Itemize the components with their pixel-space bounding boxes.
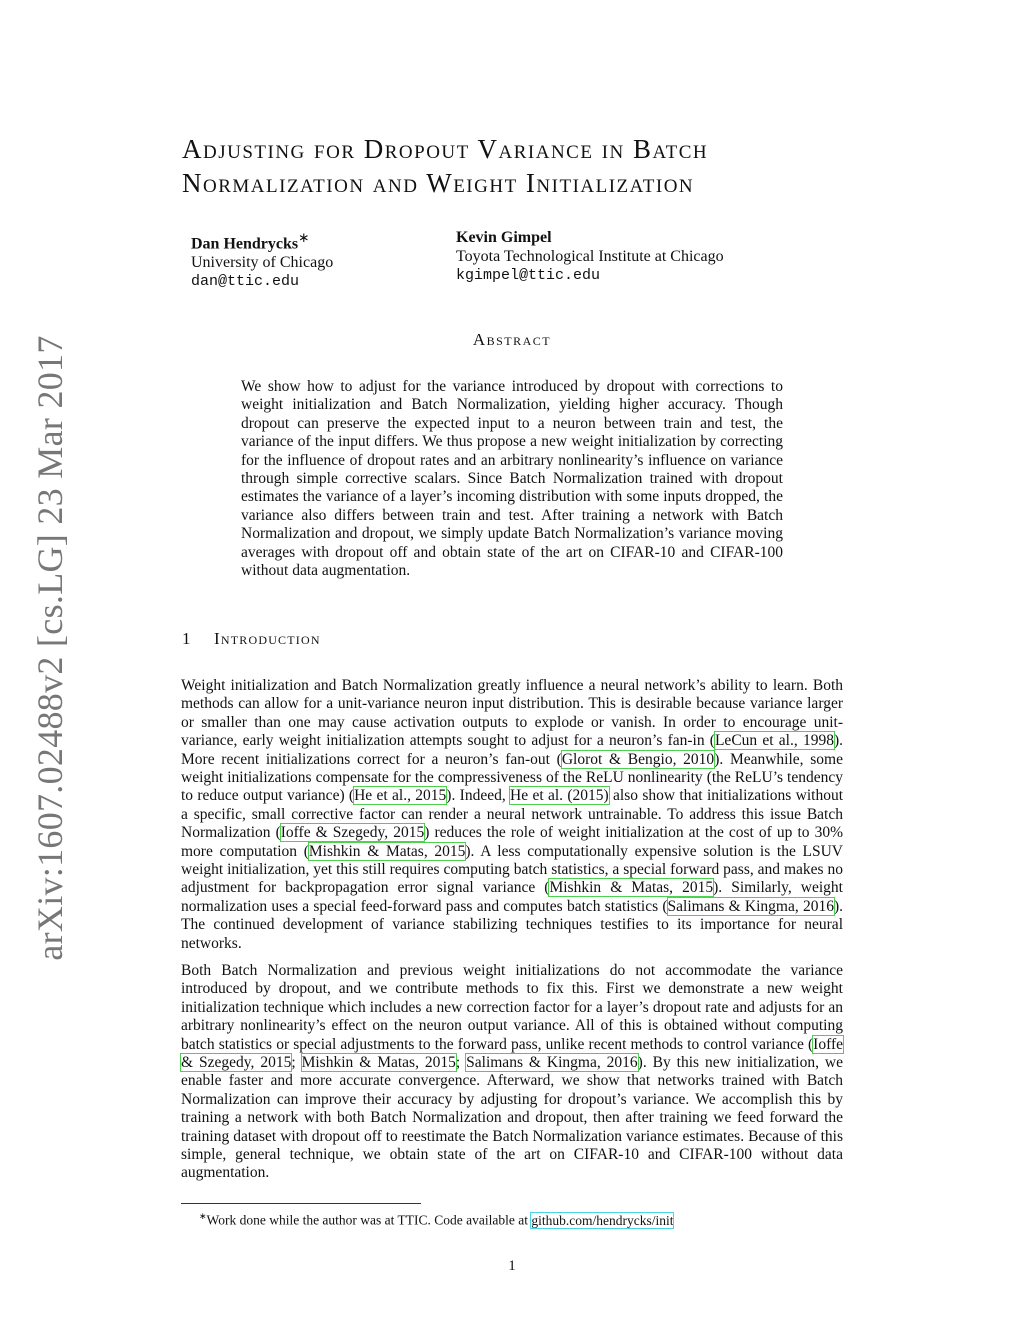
abstract-body: We show how to adjust for the variance introduced by dropout with corrections to weight initialization and Batch Normalization, yielding higher accuracy. Though dropout can preserve the expected input to a neuron between train and test, the variance of the input differs. We thus propose a new weight initialization by correcting for the influence of dropout rates and an arbitrary nonlinearity’s influence on variance through simple corrective scalars. Since Batch Normalization trained with dropout estimates the variance of a layer’s incoming distribution with some inputs dropped, the variance also differs between train and test. After training a network with Batch Normalization and dropout, we simply update Batch Normalization’s variance moving averages with dropout off and obtain state of the art on CIFAR-10 and CIFAR-100 without data augmentation. [241,378,783,580]
paragraph-text: ; [455,1054,467,1072]
author-email: dan@ttic.edu [191,273,300,291]
citation-link[interactable]: Salimans & Kingma, 2016 [466,1054,638,1072]
intro-paragraph-1 [181,677,843,953]
citation-link[interactable]: Mishkin & Matas, 2015 [308,842,466,860]
citation-link[interactable]: Salimans & Kingma, 2016 [667,897,834,915]
arxiv-stamp: arXiv:1607.02488v2 [cs.LG] 23 Mar 2017 [30,335,70,961]
author-name: Dan Hendrycks [191,235,299,253]
citation-link[interactable]: Glorot & Bengio, 2010 [561,750,715,768]
page-number: 1 [508,1258,516,1274]
title-line-2: Normalization and Weight Initialization [182,168,695,198]
intro-paragraph-2 [181,962,843,1183]
paragraph-text: Both Batch Normalization and previous weight initializations do not accommodate the variance introduced by dropout, and we contribute methods to fix this. First we demonstrate a new weight initialization technique which includes a new correction factor for a layer’s dropout rate and adjusts for an arbitrary nonlinearity’s effect on the neuron output variance. All of this is obtained without computing batch statistics or special adjustments to the forward pass, unlike recent methods to control variance ( [181,962,843,1053]
footnote-rule [181,1203,421,1204]
citation-link[interactable]: He et al., 2015 [354,787,447,805]
author-affiliation: University of Chicago [191,254,334,272]
author-email: kgimpel@ttic.edu [456,267,601,284]
paragraph-text: ). Similarly, weight normalization uses a special feed-forward pass and computes batch statistics ( [181,879,843,915]
citation-link[interactable]: Mishkin & Matas, 2015 [301,1054,456,1072]
author-name: Kevin Gimpel [456,229,552,246]
paragraph-text: ). More recent initializations correct for a neuron’s fan-out ( [181,732,843,768]
paragraph-text: ; [291,1054,302,1072]
paragraph-text: ). A less computationally expensive solution is the LSUV weight initialization, yet this still requires computing batch statistics, a special forward pass, and makes no adjustment for backpropagation error signal variance ( [181,842,843,897]
section-title: Introduction [214,629,321,648]
paragraph-text: Weight initialization and Batch Normalization greatly influence a neural network’s ability to learn. Both methods can allow for a unit-variance neuron input distribution. This is desirable because variance larger or smaller than one may cause activation outputs to explode or vanish. In order to encourage unit-variance, early weight initialization attempts sought to adjust for a neuron’s fan-in ( [181,677,843,750]
code-link[interactable]: github.com/hendrycks/init [531,1212,674,1228]
citation-link[interactable]: LeCun et al., 1998 [714,732,834,750]
paragraph-text: also show that initializations without a specific, small corrective factor can render a neural network untrainable. To address this issue Batch Normalization ( [181,787,844,842]
footnote-text: Work done while the author was at TTIC. Code available at [206,1212,532,1228]
citation-link[interactable]: Mishkin & Matas, 2015 [549,879,714,897]
author-affiliation: Toyota Technological Institute at Chicago [456,248,724,265]
citation-link[interactable]: Ioffe & Szegedy, 2015 [181,1035,843,1072]
section-number: 1 [182,629,192,648]
title-line-1: Adjusting for Dropout Variance in Batch [182,134,709,164]
author-footnote-mark: ∗ [298,230,310,245]
author-block-1 [191,228,333,291]
paragraph-text: ) reduces the role of weight initialization at the cost of up to 30% more computation ( [181,824,843,860]
citation-link[interactable]: Ioffe & Szegedy, 2015 [280,824,425,842]
paper-title [182,132,862,200]
citation-link[interactable]: He et al. (2015) [510,787,609,805]
author-block-2 [456,228,724,285]
paragraph-text: ). Meanwhile, some weight initializations compensate for the compressiveness of the ReLU nonlinearity (the ReLU’s tendency to reduce output variance) ( [181,750,843,805]
paragraph-text: ). By this new initialization, we enable faster and more accurate convergence. Afterward, we show that networks trained with Batch Normalization can improve their accuracy by adjusting for dropout’s variance. We accomplish this by training a network with both Batch Normalization and dropout, then after training we feed forward the training dataset with dropout off to reestimate the Batch Normalization variance estimates. Because of this simple, general technique, we obtain state of the art on CIFAR-10 and CIFAR-100 without data augmentation. [181,1054,844,1182]
paragraph-text: ). Indeed, [446,787,511,805]
paragraph-text: ). The continued development of variance stabilizing techniques testifies to its importance for neural networks. [181,897,844,952]
footnote [199,1208,673,1229]
abstract-heading: Abstract [472,330,552,349]
footnote-mark: ∗ [199,1211,207,1221]
section-heading [182,629,321,649]
